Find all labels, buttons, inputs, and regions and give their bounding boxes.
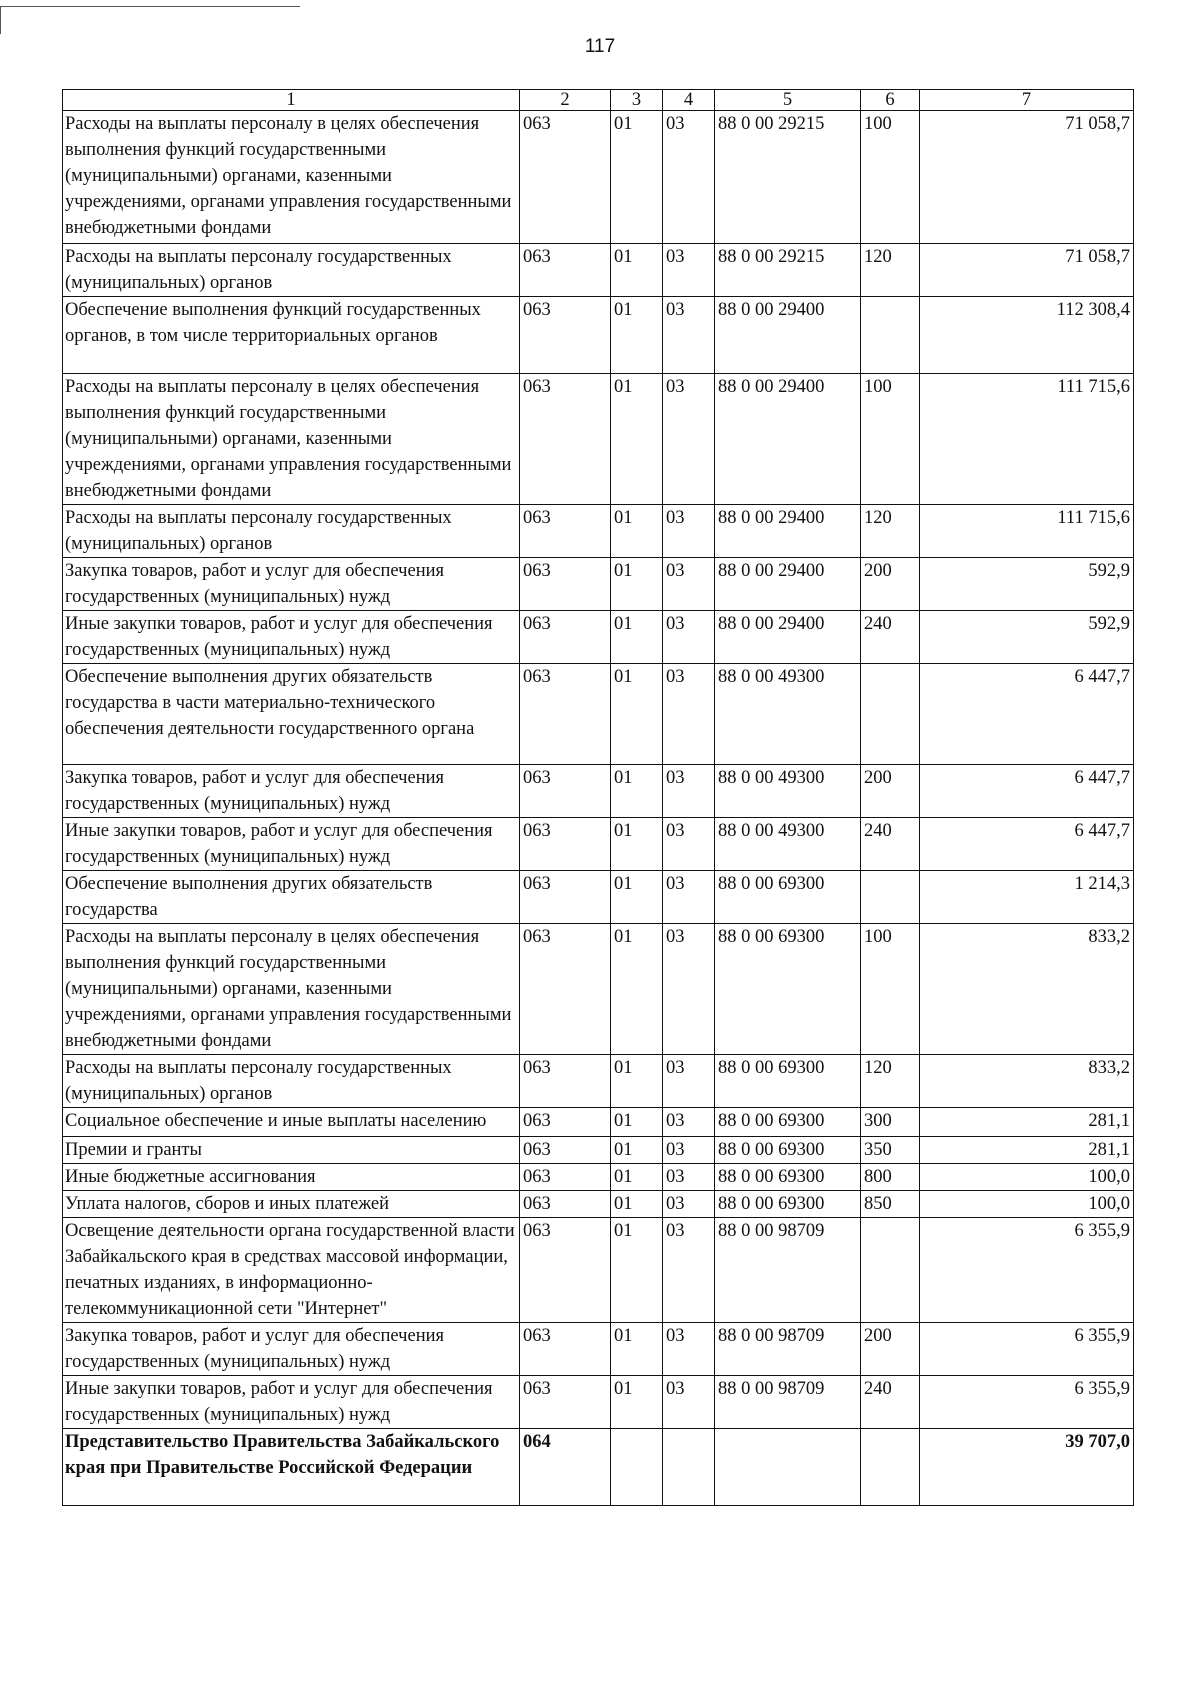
subsection-code: 03 [663,924,715,1055]
expense-type: 100 [861,924,920,1055]
expense-type: 100 [861,374,920,505]
subsection-code: 03 [663,1376,715,1429]
expense-type: 200 [861,765,920,818]
amount: 1 214,3 [920,871,1134,924]
subsection-code [663,1429,715,1506]
ministry-code: 063 [520,611,611,664]
column-header: 5 [715,90,861,111]
expense-name: Представительство Правительства Забайкальского края при Правительстве Российской Федерации [63,1429,520,1506]
expense-type: 850 [861,1191,920,1218]
ministry-code: 063 [520,1137,611,1164]
expense-type: 300 [861,1108,920,1137]
expense-name: Иные закупки товаров, работ и услуг для обеспечения государственных (муниципальных) нужд [63,818,520,871]
page-number: 117 [584,36,616,57]
subsection-code: 03 [663,611,715,664]
budget-table [62,89,1134,1506]
section-code: 01 [611,244,663,297]
expense-name: Обеспечение выполнения функций государственных органов, в том числе территориальных органов [63,297,520,374]
expense-name: Расходы на выплаты персоналу государственных (муниципальных) органов [63,244,520,297]
subsection-code: 03 [663,1191,715,1218]
section-code: 01 [611,1137,663,1164]
amount: 71 058,7 [920,244,1134,297]
expense-type: 240 [861,1376,920,1429]
ministry-code: 063 [520,244,611,297]
section-code: 01 [611,818,663,871]
ministry-code: 063 [520,1376,611,1429]
expense-name: Обеспечение выполнения других обязательств государства в части материально-технического обеспечения деятельности государственного органа [63,664,520,765]
section-code: 01 [611,924,663,1055]
section-code: 01 [611,765,663,818]
amount: 6 447,7 [920,818,1134,871]
column-header: 2 [520,90,611,111]
ministry-code: 063 [520,924,611,1055]
amount: 281,1 [920,1108,1134,1137]
expense-name: Расходы на выплаты персоналу государственных (муниципальных) органов [63,1055,520,1108]
subsection-code: 03 [663,558,715,611]
table-row [63,1376,1134,1429]
expense-type: 800 [861,1164,920,1191]
target-article: 88 0 00 69300 [715,924,861,1055]
ministry-code: 063 [520,1108,611,1137]
expense-name: Обеспечение выполнения других обязательств государства [63,871,520,924]
section-code: 01 [611,111,663,244]
table-row [63,1137,1134,1164]
table-row [63,664,1134,765]
target-article: 88 0 00 49300 [715,818,861,871]
expense-type [861,871,920,924]
target-article: 88 0 00 49300 [715,664,861,765]
section-code: 01 [611,374,663,505]
section-code: 01 [611,297,663,374]
ministry-code: 063 [520,818,611,871]
subsection-code: 03 [663,374,715,505]
expense-name: Иные бюджетные ассигнования [63,1164,520,1191]
expense-type: 200 [861,1323,920,1376]
subsection-code: 03 [663,765,715,818]
ministry-code: 063 [520,664,611,765]
expense-name: Иные закупки товаров, работ и услуг для обеспечения государственных (муниципальных) нужд [63,611,520,664]
subsection-code: 03 [663,1323,715,1376]
subsection-code: 03 [663,297,715,374]
expense-name: Расходы на выплаты персоналу в целях обеспечения выполнения функций государственными (муниципальными) органами, казенными учреждениями, органами управления государственными внебюджетными фондами [63,111,520,244]
column-header: 1 [63,90,520,111]
table-row [63,111,1134,244]
ministry-code: 063 [520,1055,611,1108]
target-article [715,1429,861,1506]
amount: 833,2 [920,1055,1134,1108]
target-article: 88 0 00 29400 [715,374,861,505]
amount: 112 308,4 [920,297,1134,374]
amount: 100,0 [920,1191,1134,1218]
target-article: 88 0 00 98709 [715,1376,861,1429]
target-article: 88 0 00 29400 [715,297,861,374]
expense-type: 120 [861,505,920,558]
table-row [63,374,1134,505]
subsection-code: 03 [663,244,715,297]
expense-type: 350 [861,1137,920,1164]
section-code: 01 [611,1055,663,1108]
column-header: 4 [663,90,715,111]
target-article: 88 0 00 98709 [715,1323,861,1376]
section-code: 01 [611,1376,663,1429]
expense-type [861,664,920,765]
amount: 281,1 [920,1137,1134,1164]
expense-name: Социальное обеспечение и иные выплаты населению [63,1108,520,1137]
table-row [63,924,1134,1055]
amount: 833,2 [920,924,1134,1055]
amount: 592,9 [920,611,1134,664]
expense-type: 240 [861,611,920,664]
expense-name: Расходы на выплаты персоналу в целях обеспечения выполнения функций государственными (муниципальными) органами, казенными учреждениями, органами управления государственными внебюджетными фондами [63,374,520,505]
amount: 6 355,9 [920,1376,1134,1429]
target-article: 88 0 00 29400 [715,558,861,611]
expense-type [861,1429,920,1506]
target-article: 88 0 00 98709 [715,1218,861,1323]
table-body [63,111,1134,1506]
table-row [63,1429,1134,1506]
section-code: 01 [611,1323,663,1376]
table-row [63,1108,1134,1137]
subsection-code: 03 [663,818,715,871]
ministry-code: 063 [520,1218,611,1323]
ministry-code: 063 [520,871,611,924]
table-row [63,505,1134,558]
target-article: 88 0 00 69300 [715,1055,861,1108]
subsection-code: 03 [663,111,715,244]
expense-type: 120 [861,1055,920,1108]
amount: 6 355,9 [920,1323,1134,1376]
section-code: 01 [611,1191,663,1218]
section-code: 01 [611,664,663,765]
expense-name: Освещение деятельности органа государственной власти Забайкальского края в средствах массовой информации, печатных изданиях, в информационно-телекоммуникационной сети "Интернет" [63,1218,520,1323]
ministry-code: 063 [520,1323,611,1376]
section-code: 01 [611,1108,663,1137]
page-corner-line [0,6,300,7]
table-row [63,1191,1134,1218]
target-article: 88 0 00 69300 [715,1137,861,1164]
target-article: 88 0 00 49300 [715,765,861,818]
subsection-code: 03 [663,664,715,765]
table-row [63,1055,1134,1108]
target-article: 88 0 00 69300 [715,871,861,924]
section-code: 01 [611,505,663,558]
amount: 71 058,7 [920,111,1134,244]
column-header: 7 [920,90,1134,111]
table-row [63,1218,1134,1323]
table-row [63,1323,1134,1376]
target-article: 88 0 00 69300 [715,1164,861,1191]
expense-type [861,1218,920,1323]
expense-name: Закупка товаров, работ и услуг для обеспечения государственных (муниципальных) нужд [63,765,520,818]
expense-name: Уплата налогов, сборов и иных платежей [63,1191,520,1218]
amount: 100,0 [920,1164,1134,1191]
ministry-code: 063 [520,374,611,505]
subsection-code: 03 [663,871,715,924]
ministry-code: 063 [520,558,611,611]
table-row [63,558,1134,611]
page-corner-line [0,6,1,34]
section-code: 01 [611,611,663,664]
column-header: 3 [611,90,663,111]
expense-type: 120 [861,244,920,297]
expense-name: Иные закупки товаров, работ и услуг для обеспечения государственных (муниципальных) нужд [63,1376,520,1429]
amount: 111 715,6 [920,505,1134,558]
expense-name: Расходы на выплаты персоналу государственных (муниципальных) органов [63,505,520,558]
ministry-code: 064 [520,1429,611,1506]
expense-name: Закупка товаров, работ и услуг для обеспечения государственных (муниципальных) нужд [63,1323,520,1376]
subsection-code: 03 [663,1108,715,1137]
expense-type: 200 [861,558,920,611]
table-row [63,297,1134,374]
amount: 111 715,6 [920,374,1134,505]
table-row [63,818,1134,871]
expense-name: Расходы на выплаты персоналу в целях обеспечения выполнения функций государственными (муниципальными) органами, казенными учреждениями, органами управления государственными внебюджетными фондами [63,924,520,1055]
subsection-code: 03 [663,1055,715,1108]
section-code [611,1429,663,1506]
section-code: 01 [611,871,663,924]
target-article: 88 0 00 29215 [715,244,861,297]
expense-name: Премии и гранты [63,1137,520,1164]
expense-type [861,297,920,374]
amount: 6 447,7 [920,664,1134,765]
ministry-code: 063 [520,111,611,244]
ministry-code: 063 [520,1191,611,1218]
ministry-code: 063 [520,765,611,818]
table-row [63,765,1134,818]
expense-type: 100 [861,111,920,244]
amount: 6 355,9 [920,1218,1134,1323]
expense-type: 240 [861,818,920,871]
column-header: 6 [861,90,920,111]
amount: 6 447,7 [920,765,1134,818]
target-article: 88 0 00 29400 [715,505,861,558]
ministry-code: 063 [520,297,611,374]
section-code: 01 [611,1164,663,1191]
target-article: 88 0 00 69300 [715,1108,861,1137]
subsection-code: 03 [663,1164,715,1191]
expense-name: Закупка товаров, работ и услуг для обеспечения государственных (муниципальных) нужд [63,558,520,611]
amount: 39 707,0 [920,1429,1134,1506]
table-header-row [63,90,1134,111]
table-row [63,871,1134,924]
table-row [63,1164,1134,1191]
target-article: 88 0 00 69300 [715,1191,861,1218]
section-code: 01 [611,558,663,611]
subsection-code: 03 [663,1137,715,1164]
subsection-code: 03 [663,1218,715,1323]
table-row [63,244,1134,297]
target-article: 88 0 00 29400 [715,611,861,664]
ministry-code: 063 [520,505,611,558]
ministry-code: 063 [520,1164,611,1191]
amount: 592,9 [920,558,1134,611]
target-article: 88 0 00 29215 [715,111,861,244]
table-row [63,611,1134,664]
section-code: 01 [611,1218,663,1323]
subsection-code: 03 [663,505,715,558]
